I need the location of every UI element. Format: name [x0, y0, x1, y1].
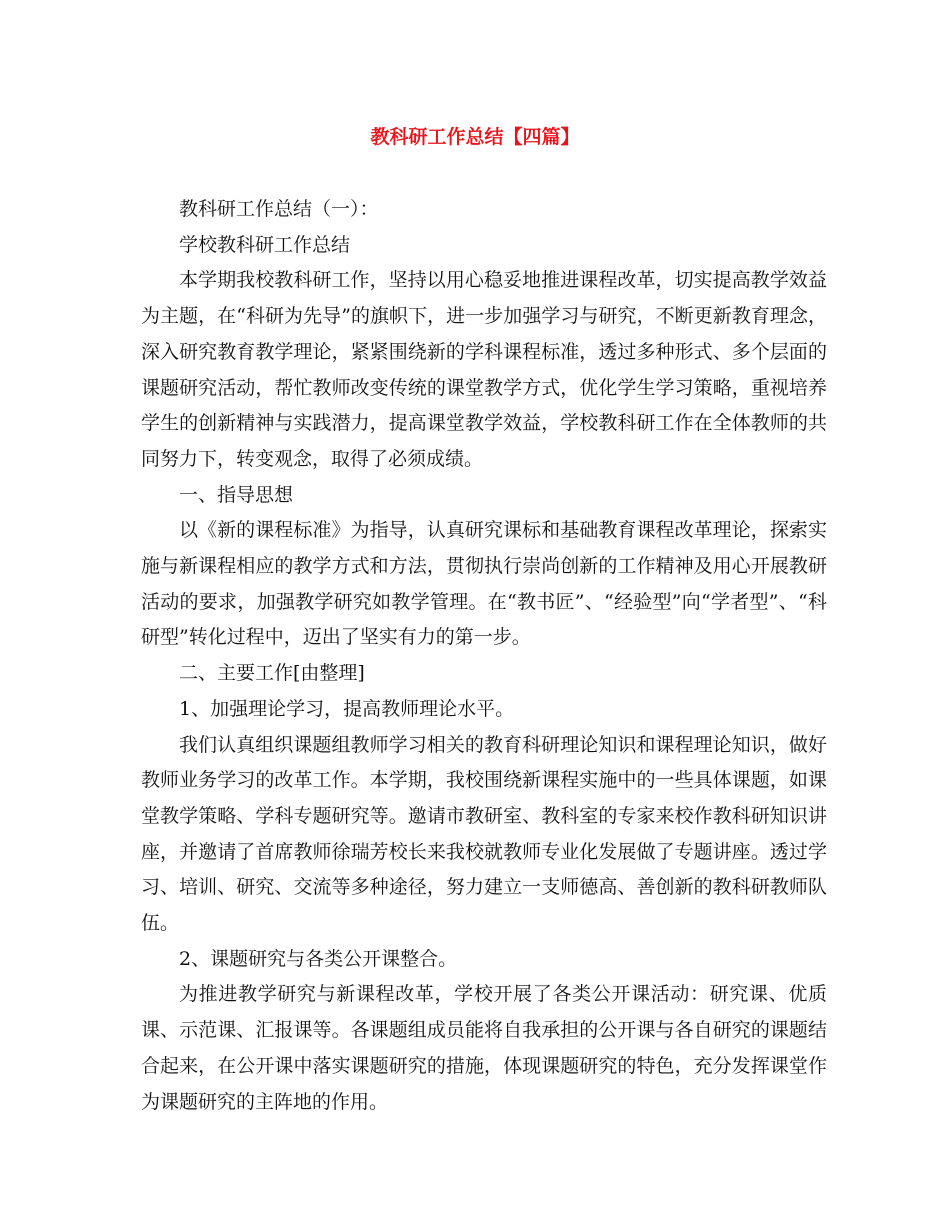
- intro-paragraph: 本学期我校教科研工作，坚持以用心稳妥地推进课程改革，切实提高教学效益为主题，在“科研为先导”的旗帜下，进一步加强学习与研究，不断更新教育理念，深入研究教育教学理论，紧紧围绕新的学科课程标准，透过多种形式、多个层面的课题研究活动，帮忙教师改变传统的课堂教学方式，优化学生学习策略，重视培养学生的创新精神与实践潜力，提高课堂教学效益，学校教科研工作在全体教师的共同努力下，转变观念，取得了必须成绩。: [141, 269, 827, 470]
- heading-main-work: 二、主要工作[由整理]: [179, 662, 365, 685]
- subtitle-school-summary: 学校教科研工作总结: [179, 233, 351, 256]
- guiding-ideas-paragraph: 以《新的课程标准》为指导，认真研究课标和基础教育课程改革理论，探索实施与新课程相应的教学方式和方法，贯彻执行崇尚创新的工作精神及用心开展教研活动的要求，加强教学研究如教学管理。在“教书匠”、“经验型”向“学者型”、“科研型”转化过程中，迈出了坚实有力的第一步。: [141, 519, 827, 649]
- section-heading-part-one: 教科研工作总结（一）：: [179, 198, 379, 220]
- research-integration-paragraph: 为推进教学研究与新课程改革，学校开展了各类公开课活动：研究课、优质课、示范课、汇报课等。各课题组成员能将自我承担的公开课与各自研究的课题结合起来，在公开课中落实课题研究的措施，体现课题研究的特色，充分发挥课堂作为课题研究的主阵地的作用。: [141, 983, 827, 1113]
- subheading-theory-study: 1、加强理论学习，提高教师理论水平。: [179, 697, 515, 720]
- subheading-research-integration: 2、课题研究与各类公开课整合。: [179, 947, 458, 970]
- heading-guiding-ideas: 一、指导思想: [179, 483, 294, 506]
- document-body: [141, 192, 827, 1120]
- document-title: 教科研工作总结【四篇】: [370, 126, 580, 148]
- theory-study-paragraph: 我们认真组织课题组教师学习相关的教育科研理论知识和课程理论知识，做好教师业务学习的改革工作。本学期，我校围绕新课程实施中的一些具体课题，如课堂教学策略、学科专题研究等。邀请市教研室、教科室的专家来校作教科研知识讲座，并邀请了首席教师徐瑞芳校长来我校就教师专业化发展做了专题讲座。透过学习、培训、研究、交流等多种途径，努力建立一支师德高、善创新的教科研教师队伍。: [141, 733, 827, 935]
